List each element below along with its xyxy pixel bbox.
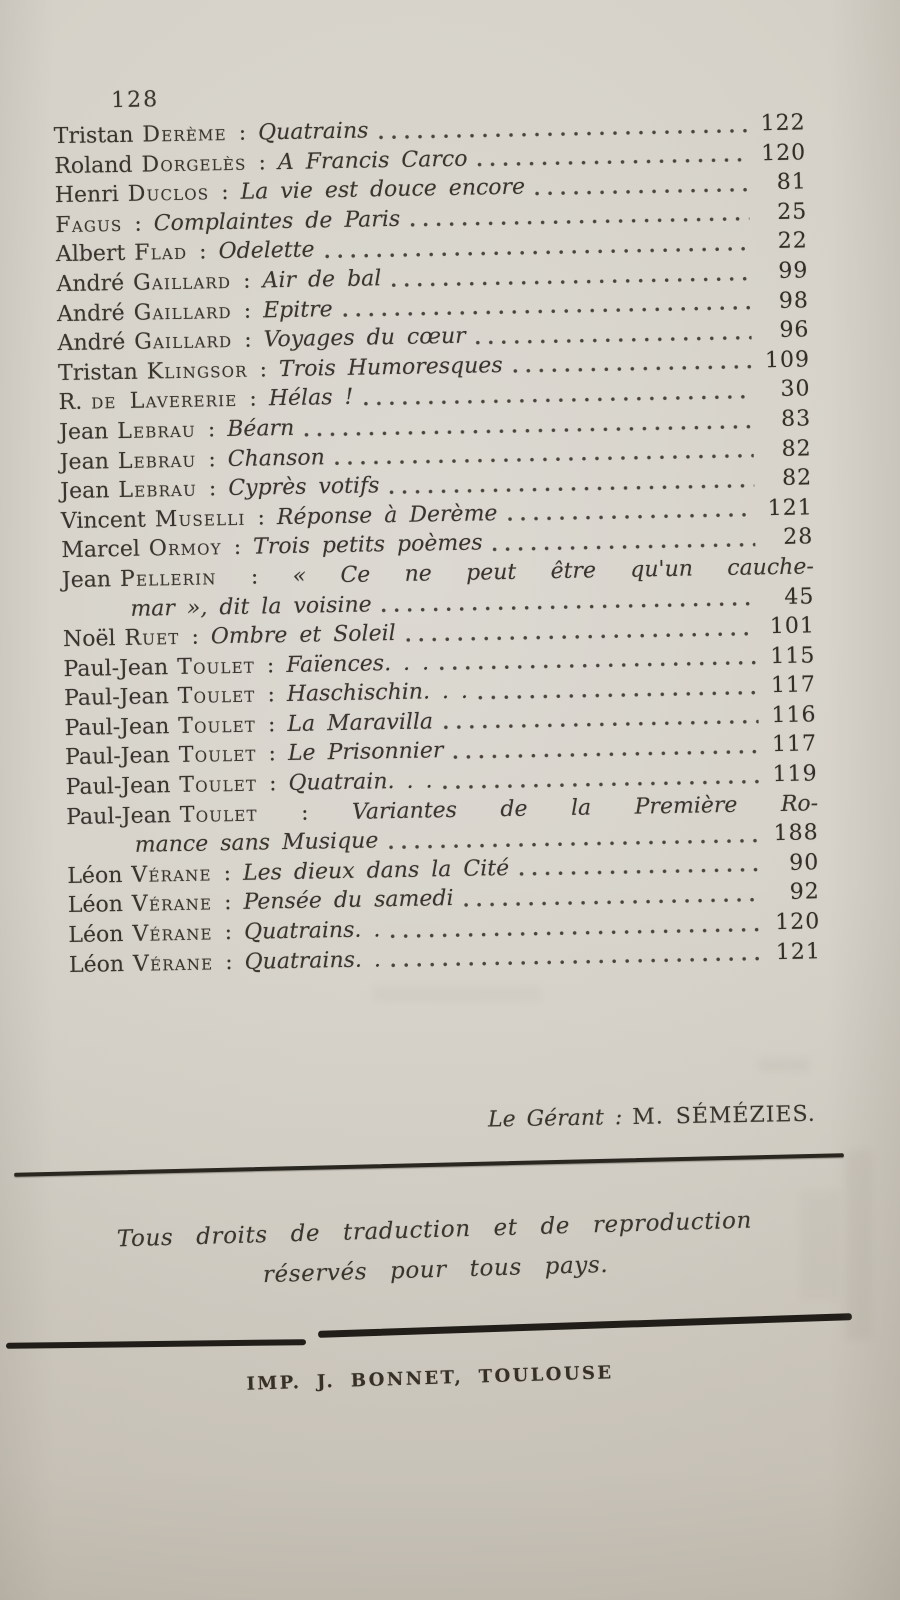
author-surname: Lebrau <box>118 476 198 504</box>
dot-leader <box>391 957 763 969</box>
work-title: mar », dit la voisine <box>130 591 372 622</box>
work-title: Hélas ! <box>268 385 354 412</box>
toc-page-number: 116 <box>771 702 817 729</box>
gerant-name: M. SÉMÉZIES. <box>632 1101 817 1130</box>
author-first-name: Léon <box>68 951 125 978</box>
separator-rule-top <box>14 1153 844 1177</box>
author-surname: Lebrau <box>117 447 197 474</box>
work-title: Les dieux dans la Cité <box>242 855 510 886</box>
work-title: Quatrain. . . <box>288 768 433 797</box>
dot-leader <box>508 513 755 523</box>
toc-entry-text <box>69 945 381 980</box>
toc-list <box>0 107 900 982</box>
dot-leader <box>464 897 762 907</box>
work-title: Réponse à Derème <box>276 500 498 530</box>
separator-colon: : <box>246 149 279 176</box>
work-title: mance sans Musique <box>134 828 379 859</box>
dot-leader <box>390 483 755 495</box>
toc-page-number: 99 <box>778 258 809 284</box>
author-surname: Vérane <box>132 950 214 977</box>
dot-leader <box>443 720 759 731</box>
dot-leader <box>382 601 757 613</box>
author-first-name: Jean <box>59 448 110 475</box>
author-surname: Ormoy <box>148 535 223 562</box>
dot-leader <box>478 158 749 168</box>
toc-page-number: 90 <box>788 850 820 876</box>
dot-leader <box>410 217 749 228</box>
author-surname: Flad <box>134 240 188 267</box>
toc-entry-text <box>59 443 325 477</box>
author-surname: Vérane <box>132 920 213 947</box>
toc-content <box>0 74 900 982</box>
author-surname: Toulet <box>179 771 258 799</box>
toc-page-number: 121 <box>775 938 822 965</box>
separator-colon: : <box>230 268 263 294</box>
toc-page-number: 83 <box>780 406 812 432</box>
author-first-name: Jean <box>60 478 110 505</box>
author-first-name: Paul-Jean <box>65 773 171 801</box>
toc-page-number: 109 <box>764 347 811 373</box>
toc-page-number: 117 <box>770 672 817 699</box>
dot-leader <box>453 749 759 760</box>
toc-page-number: 92 <box>789 879 820 906</box>
work-title: Epitre <box>262 296 333 323</box>
separator-colon: : <box>211 890 244 916</box>
separator-rule-bottom-left <box>6 1339 306 1349</box>
dot-leader <box>476 335 752 345</box>
author-first-name: Paul-Jean <box>64 743 171 771</box>
work-title: La vie est douce encore <box>240 174 526 205</box>
toc-page-number: 25 <box>777 199 808 225</box>
separator-colon: : <box>213 949 245 976</box>
author-first-name: Vincent <box>60 507 147 534</box>
dot-leader <box>325 246 750 259</box>
author-first-name: Jean <box>58 419 109 446</box>
author-surname: Gaillard <box>132 268 232 296</box>
dot-leader <box>390 927 762 939</box>
author-first-name: Léon <box>67 892 124 919</box>
toc-entry-text <box>59 414 295 448</box>
toc-page-number: 22 <box>777 228 809 255</box>
toc-page-number: 121 <box>767 495 813 521</box>
author-surname: Lebrau <box>117 417 197 445</box>
work-title: Trois petits poèmes <box>252 530 483 560</box>
work-title: Quatrains. . <box>244 946 382 975</box>
work-title: Faïences. . . <box>286 650 430 678</box>
dot-leader <box>443 779 760 790</box>
author-first-name: R. <box>58 390 83 416</box>
toc-entry-text <box>58 383 353 418</box>
show-through-smudge <box>846 1150 872 1340</box>
work-title: Béarn <box>227 415 295 442</box>
toc-page-number: 120 <box>760 139 807 166</box>
author-first-name: Paul-Jean <box>66 802 172 830</box>
dot-leader <box>478 690 758 700</box>
author-surname: Toulet <box>177 682 256 710</box>
toc-page-number: 115 <box>770 643 816 669</box>
dot-leader <box>535 187 749 196</box>
dot-leader <box>388 838 760 850</box>
work-title: Chanson <box>227 444 326 472</box>
author-surname: Muselli <box>154 505 246 533</box>
toc-page-number: 122 <box>760 110 806 137</box>
toc-page-number: 101 <box>769 613 816 640</box>
separator-colon: : <box>122 211 155 237</box>
author-surname: Klingsor <box>146 357 248 385</box>
gerant-label: Le Gérant : <box>487 1105 623 1133</box>
separator-colon: : <box>257 799 353 827</box>
separator-colon: : <box>245 504 278 531</box>
author-surname: de Lavererie <box>90 387 238 415</box>
author-first-name: Noël <box>62 626 116 653</box>
separator-colon: : <box>226 120 259 147</box>
author-first-name: André <box>56 300 125 327</box>
author-first-name: Tristan <box>57 359 138 386</box>
separator-colon: : <box>212 919 245 946</box>
author-surname: Toulet <box>179 801 258 828</box>
author-first-name: Paul-Jean <box>63 654 169 682</box>
author-first-name: Jean <box>61 567 112 594</box>
author-surname: Pellerin <box>119 565 217 592</box>
rights-line-1: Tous droits de traduction et de reproduction <box>116 1207 753 1253</box>
dot-leader <box>378 128 747 140</box>
author-surname: Toulet <box>176 653 256 680</box>
separator-colon: : <box>231 297 264 324</box>
separator-colon: : <box>255 711 288 738</box>
page-number: 128 <box>110 87 160 114</box>
separator-colon: : <box>196 446 229 473</box>
toc-page-number: 81 <box>776 169 807 196</box>
work-title: Voyages du cœur <box>263 323 466 353</box>
toc-page-number: 188 <box>773 820 819 847</box>
dot-leader <box>391 276 750 288</box>
toc-page-number: 119 <box>772 761 818 788</box>
dot-leader <box>513 365 752 374</box>
gerant-line <box>444 1077 817 1158</box>
toc-page-number: 117 <box>771 731 818 758</box>
author-first-name: André <box>56 270 125 298</box>
printer-imprint: IMP. J. BONNET, TOULOUSE <box>246 1362 614 1395</box>
rights-notice <box>69 1199 801 1301</box>
separator-colon: : <box>256 771 289 797</box>
separator-rule-bottom-right <box>318 1313 852 1338</box>
separator-colon: : <box>186 239 219 266</box>
author-surname: Derème <box>142 121 227 148</box>
dot-leader <box>493 542 756 552</box>
toc-page-number: 82 <box>781 435 812 462</box>
work-title: Odelette <box>218 237 315 265</box>
separator-colon: : <box>209 179 241 206</box>
work-title: Ombre et Soleil <box>210 621 396 650</box>
toc-page-number: 30 <box>780 376 811 403</box>
author-first-name: Roland <box>54 152 133 179</box>
author-first-name: Henri <box>54 182 120 209</box>
separator-colon: : <box>232 327 264 354</box>
author-first-name: Paul-Jean <box>63 684 169 712</box>
author-surname: Vérane <box>131 861 212 888</box>
separator-colon: : <box>255 682 288 708</box>
work-title: Variantes de la Première Ro- <box>351 790 819 825</box>
work-title: Quatrains <box>257 118 369 146</box>
separator-colon: : <box>196 476 229 502</box>
separator-colon: : <box>256 741 289 768</box>
author-first-name: Léon <box>68 922 124 949</box>
separator-colon: : <box>254 652 287 679</box>
show-through-smudge <box>800 1190 840 1300</box>
work-title: La Maravilla <box>287 709 434 737</box>
separator-colon: : <box>195 416 228 443</box>
author-surname: Fagus <box>55 211 123 238</box>
toc-page-number: 98 <box>778 287 810 314</box>
work-title: A Francis Carco <box>277 146 468 175</box>
toc-page-number: 82 <box>781 465 813 492</box>
dot-leader <box>519 868 761 877</box>
toc-page-number: 28 <box>783 524 814 551</box>
dot-leader <box>335 454 754 467</box>
rights-line-2: réservés pour tous pays. <box>262 1251 609 1289</box>
separator-colon: : <box>211 860 244 887</box>
author-first-name: Albert <box>55 241 126 268</box>
author-first-name: Marcel <box>61 536 141 564</box>
work-title: Pensée du samedi <box>243 886 454 916</box>
author-first-name: Paul-Jean <box>64 714 170 741</box>
separator-colon: : <box>247 356 280 383</box>
author-first-name: Léon <box>67 862 123 889</box>
dot-leader <box>439 661 757 672</box>
work-title: Trois Humoresques <box>278 352 503 382</box>
author-surname: Toulet <box>178 712 257 739</box>
author-surname: Ruet <box>124 625 180 652</box>
separator-colon: : <box>216 563 293 591</box>
author-first-name: Tristan <box>53 122 134 150</box>
author-surname: Dorgelès <box>141 150 247 178</box>
toc-page-number: 96 <box>779 317 810 344</box>
dot-leader <box>406 631 757 642</box>
toc-page-number: 120 <box>775 909 821 936</box>
work-title: Le Prisonnier <box>287 738 444 767</box>
toc-entry-text <box>55 205 400 241</box>
show-through-smudge <box>372 986 542 1002</box>
author-first-name: André <box>57 330 126 357</box>
toc-page-number: 45 <box>784 583 815 610</box>
work-title: « Ce ne peut être qu'un cauche- <box>292 554 815 589</box>
separator-colon: : <box>179 624 212 651</box>
author-surname: Duclos <box>127 180 210 208</box>
author-surname: Toulet <box>178 742 257 769</box>
dot-leader <box>363 394 752 406</box>
dot-leader <box>343 306 751 318</box>
separator-colon: : <box>221 534 254 561</box>
toc-entry-text <box>56 264 381 300</box>
author-surname: Vérane <box>131 890 213 918</box>
work-title: Complaintes de Paris <box>153 206 401 237</box>
work-title: Cyprès votifs <box>228 473 380 502</box>
author-surname: Gaillard <box>134 328 233 355</box>
show-through-smudge <box>758 1058 810 1072</box>
work-title: Air de bal <box>262 266 382 294</box>
toc-entry-text <box>56 236 315 270</box>
work-title: Haschischin. . . <box>286 678 469 708</box>
work-title: Quatrains. . <box>243 917 381 945</box>
separator-colon: : <box>237 386 270 413</box>
author-surname: Gaillard <box>133 298 232 326</box>
